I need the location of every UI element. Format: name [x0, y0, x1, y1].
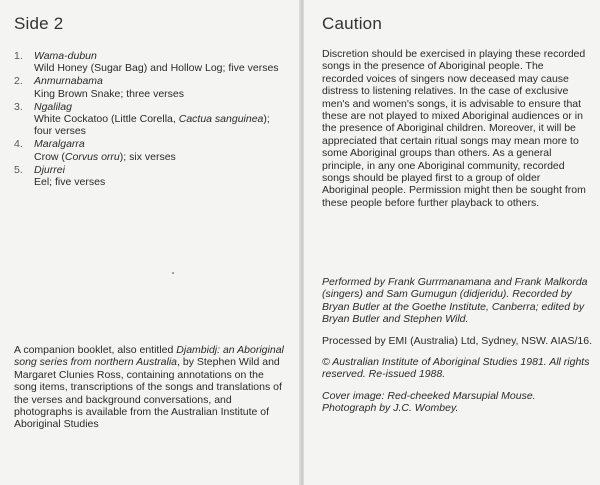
- track-item: [14, 50, 286, 74]
- track-number: 3.: [14, 100, 23, 113]
- caution-text: Discretion should be exercised in playing these recorded songs in the presence of Aboriginal people. The recorded voices of singers now deceased may cause distress to listening relatives. In the case of exclusive men's and women's songs, it is advisable to ensure that these are not played to mixed Aboriginal audiences or in the presence of Aboriginal children. Moreover, it will be appreciated that certain ritual songs may mean more to some Aboriginal groups than others. As a general principle, in any one Aboriginal community, recorded songs should be played first to a group of older Aboriginal people. Permission might then be sought from these people before further playback to others.: [322, 48, 586, 209]
- track-title: Wama-dubun: [34, 50, 97, 62]
- track-title: Anmurnabama: [34, 75, 103, 88]
- track-item: [14, 75, 286, 99]
- track-description: White Cockatoo (Little Corella, Cactua sanguinea); four verses: [34, 113, 270, 138]
- credits-block: [322, 276, 592, 424]
- copyright-note: © Australian Institute of Aboriginal Studies 1981. All rights reserved. Re-issued 1988.: [322, 356, 590, 381]
- track-number: 4.: [14, 138, 23, 151]
- side-heading: Side 2: [14, 14, 64, 33]
- track-title: Maralgarra: [34, 138, 85, 151]
- processing-note: Processed by EMI (Australia) Ltd, Sydney, NSW. AIAS/16.: [322, 334, 593, 347]
- track-number: 2.: [14, 75, 23, 88]
- cover-note: Cover image: Red-cheeked Marsupial Mouse. Photograph by J.C. Wombey.: [322, 389, 536, 415]
- performer-credits: Performed by Frank Gurrmanamana and Frank Malkorda (singers) and Sam Gumugun (didjeridu). Recorded by Bryan Butler at the Goethe Institute, Canberra; edited by Bryan Butler and Stephen Wild.: [322, 276, 588, 326]
- track-number: 5.: [14, 163, 23, 176]
- track-description: King Brown Snake; three verses: [34, 87, 184, 100]
- track-item: [14, 101, 286, 138]
- track-number: 1.: [14, 50, 23, 62]
- track-description: Eel; five verses: [34, 176, 106, 189]
- track-description: Crow (Corvus orru); six verses: [34, 150, 176, 163]
- right-panel: [304, 0, 600, 485]
- track-list: [14, 50, 286, 188]
- track-title: Ngalilag: [34, 100, 72, 113]
- track-item: [14, 164, 286, 188]
- caution-heading: Caution: [322, 14, 382, 33]
- booklet-note: A companion booklet, also entitled Djambidj: an Aboriginal song series from northern Australia, by Stephen Wild and Margaret Clunies Ross, containing annotations on the song items, transcriptions of the songs and translations of the verses and background conversations, and photographs is available from the Australian Institute of Aboriginal Studies: [14, 344, 284, 431]
- print-speck: [172, 272, 174, 274]
- track-item: [14, 138, 286, 162]
- track-title: Djurrei: [34, 163, 65, 176]
- track-description: Wild Honey (Sugar Bag) and Hollow Log; five verses: [34, 62, 279, 75]
